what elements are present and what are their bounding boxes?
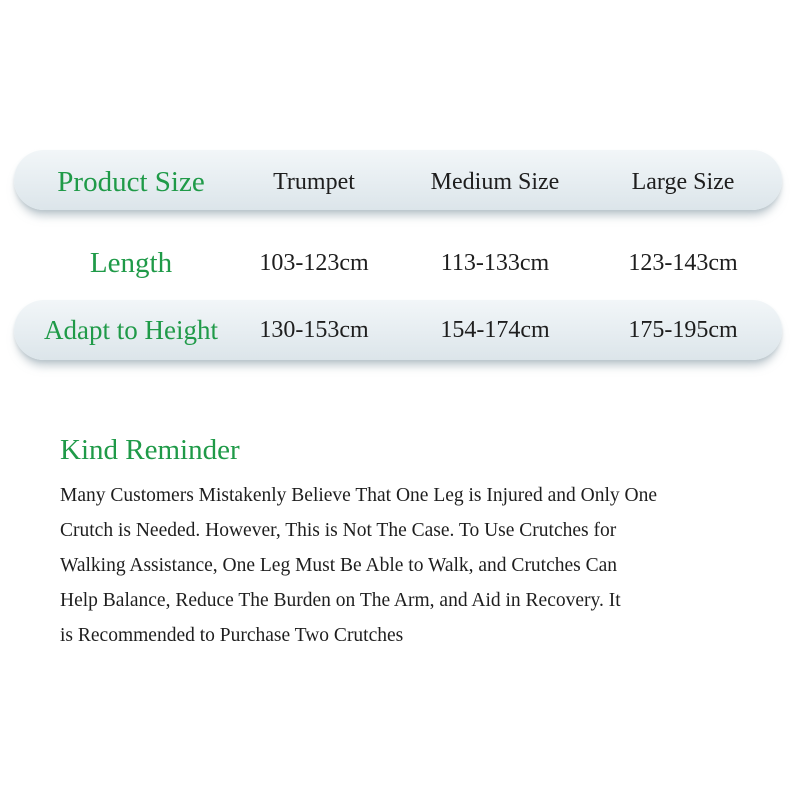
product-size-label: Product Size	[57, 166, 205, 198]
kind-reminder-text	[60, 478, 760, 653]
height-trumpet-value: 130-153cm	[259, 317, 369, 343]
height-medium-value: 154-174cm	[440, 317, 550, 343]
large-size-header: Large Size	[631, 169, 735, 195]
medium-size-header: Medium Size	[430, 169, 560, 195]
header-row	[0, 150, 800, 210]
height-row	[0, 300, 800, 360]
reminder-line: Crutch is Needed. However, This is Not The Case. To Use Crutches for	[60, 520, 617, 541]
height-large-value: 175-195cm	[628, 317, 738, 343]
kind-reminder-title: Kind Reminder	[60, 434, 240, 466]
length-row	[0, 233, 800, 293]
length-label: Length	[89, 247, 173, 279]
reminder-line: Many Customers Mistakenly Believe That One Leg is Injured and Only One	[60, 485, 657, 506]
length-medium-value: 113-133cm	[440, 250, 550, 276]
kind-reminder-section	[60, 430, 760, 653]
reminder-line: Help Balance, Reduce The Burden on The Arm, and Aid in Recovery. It	[60, 590, 621, 611]
length-trumpet-value: 103-123cm	[259, 250, 369, 276]
reminder-line: Walking Assistance, One Leg Must Be Able to Walk, and Crutches Can	[60, 555, 618, 576]
trumpet-header: Trumpet	[273, 169, 355, 195]
length-large-value: 123-143cm	[628, 250, 738, 276]
reminder-line: is Recommended to Purchase Two Crutches	[60, 625, 404, 646]
adapt-to-height-label: Adapt to Height	[44, 315, 218, 345]
